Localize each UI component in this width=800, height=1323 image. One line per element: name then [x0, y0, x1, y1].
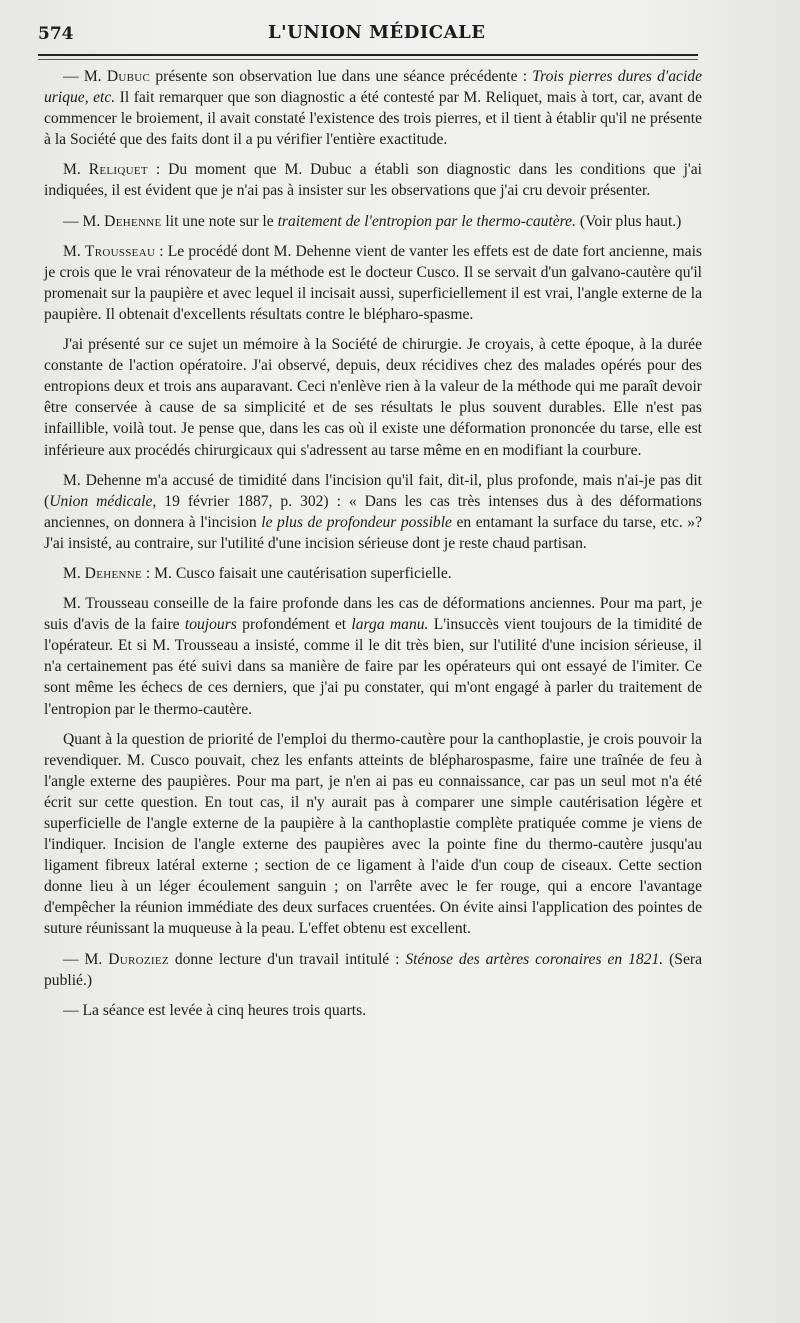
speaker-name: Dubuc	[106, 68, 151, 85]
speaker-name: Dehenne	[104, 212, 162, 230]
paragraph	[44, 66, 702, 150]
page-number: 574	[38, 24, 74, 44]
speaker-name: Dehenne	[84, 564, 143, 582]
italic-text: Trois pierres dures d'acide urique, etc.	[44, 68, 702, 107]
paragraph	[44, 241, 702, 325]
text-run: (Voir plus haut.)	[575, 212, 682, 230]
text-run: en entamant la surface du tarse, etc. »? J'ai insisté, au contraire, sur l'utilité d'une incision sérieuse dont je reste chaud partisan.	[44, 513, 702, 552]
text-run: lit une note sur le	[161, 212, 278, 230]
italic-text: Sténose des artères coronaires en 1821.	[405, 950, 664, 968]
text-run: — M.	[63, 68, 107, 85]
paragraph	[44, 334, 702, 461]
text-run: — M.	[63, 212, 105, 230]
text-run: J'ai présenté sur ce sujet un mémoire à la Société de chirurgie. Je croyais, à cette époque, à la durée constante de l'action opératoire. J'ai observé, depuis, deux récidives chez des malades opérés pour des entropions deux et trois ans auparavant. Ceci n'enlève rien à la valeur de la méthode qui me paraît devoir être conservée à cause de sa simplicité et de ses résultats le plus souvent durables. Elle n'est pas infaillible, voilà tout. Je pense que, dans les cas où il existe une déformation prononcée du tarse, elle est inférieure aux procédés chirurgicaux qui s'adressent au tarse même en en modifiant la courbure.	[44, 336, 702, 459]
paragraph	[44, 949, 702, 991]
text-run: Quant à la question de priorité de l'emploi du thermo-cautère pour la canthoplastie, je crois pouvoir la revendiquer. M. Cusco pouvait, chez les enfants atteints de blépharospasme, faire une traînée de feu à l'angle externe des paupières. Pour ma part, je n'en ai pas eu connaissance, car pas un seul mot n'a été écrit sur cette question. En tout cas, il n'y aurait pas à comparer une simple cautérisation légère et superficielle de l'angle externe de la paupière à la canthoplastie complète pratiquée comme je viens de l'indiquer. Incision de l'angle externe des paupières avec la pointe fine du thermo-cautère jusqu'au ligament fibreux latéral externe ; section de ce ligament à l'aide d'un coup de ciseaux. Cette section donne lieu à un léger écoulement sanguin ; on l'arrête avec le fer rouge, qui a encore l'avantage d'empêcher la réunion immédiate des deux surfaces cruentées. On évite ainsi l'application des pointes de suture réunissant la muqueuse à la peau. L'effet obtenu est excellent.	[44, 730, 702, 938]
paragraph	[44, 470, 702, 554]
text-run: Il fait remarquer que son diagnostic a été contesté par M. Reliquet, mais à tort, car, avant de commencer le broiement, il avait constaté l'existence des trois pierres, et il tient à établir qu'il ne présente à la Société que des faits dont il a pu vérifier l'entière exactitude.	[44, 89, 702, 149]
article-body	[44, 66, 702, 1030]
text-run: M.	[63, 161, 89, 179]
running-header	[38, 20, 698, 50]
journal-title: L'UNION MÉDICALE	[268, 22, 486, 43]
text-run: M. Trousseau conseille de la faire profonde dans les cas de déformations anciennes. Pour ma part, je suis d'avis de la faire	[44, 595, 702, 634]
header-rule-thin	[38, 59, 698, 60]
text-run: (Sera publié.)	[44, 950, 703, 989]
speaker-name: Trousseau	[84, 242, 156, 260]
text-run: : M. Cusco faisait une cautérisation superficielle.	[142, 564, 452, 582]
paragraph	[44, 593, 702, 720]
text-run: : Du moment que M. Dubuc a établi son diagnostic dans les conditions que j'ai indiquées, il est évident que je n'ai pas à insister sur les observations que j'ai cru devoir présenter.	[44, 161, 702, 200]
italic-text: Union médicale,	[49, 492, 157, 510]
speaker-name: Reliquet	[88, 161, 148, 179]
text-run: M.	[63, 564, 85, 582]
text-run: L'insuccès vient toujours de la timidité de l'opérateur. Et si M. Trousseau a insisté, comme il le dit très bien, sur l'utilité d'une incision sérieuse, il n'a certainement pas été suivi dans sa manière de faire par les opérateurs qui ont essayé de l'imiter. Ce sont même les échecs de ces derniers, que j'ai pu constater, qui m'ont engagé à parler du traitement de l'entropion par le thermo-cautère.	[44, 616, 702, 718]
text-run: M.	[63, 242, 85, 260]
text-run: 19 février 1887, p. 302) : « Dans les cas très intenses dus à des déformations anciennes, on donnera à l'incision	[44, 492, 702, 531]
italic-text: traitement de l'entropion par le thermo-cautère.	[277, 212, 576, 230]
text-run: présente son observation lue dans une séance précédente :	[150, 68, 533, 85]
header-rule	[38, 54, 698, 56]
text-run: M. Dehenne m'a accusé de timidité dans l'incision qu'il fait, dit-il, plus profonde, mais n'ai-je pas dit (	[44, 471, 702, 510]
paragraph	[44, 211, 702, 232]
paragraph	[44, 159, 702, 201]
text-run: profondément et	[236, 616, 352, 634]
italic-text: toujours	[184, 616, 237, 634]
text-run: — La séance est levée à cinq heures trois quarts.	[63, 1001, 367, 1019]
italic-text: larga manu.	[351, 616, 429, 634]
text-run: — M.	[63, 950, 109, 968]
text-run: : Le procédé dont M. Dehenne vient de vanter les effets est de date fort ancienne, mais je crois que le vrai rénovateur de la méthode est le docteur Cusco. Il se servait d'un galvano-cautère qu'il promenait sur la paupière et avec lequel il incisait aussi, superficiellement il est vrai, l'angle externe de la paupière. Il obtenait d'excellents résultats contre le blépharo-spasme.	[44, 242, 702, 323]
speaker-name: Duroziez	[108, 950, 169, 968]
paragraph	[44, 563, 702, 584]
paragraph	[44, 729, 702, 940]
paragraph	[44, 1000, 702, 1021]
text-run: donne lecture d'un travail intitulé :	[168, 950, 406, 968]
italic-text: le plus de profondeur possible	[261, 513, 452, 531]
